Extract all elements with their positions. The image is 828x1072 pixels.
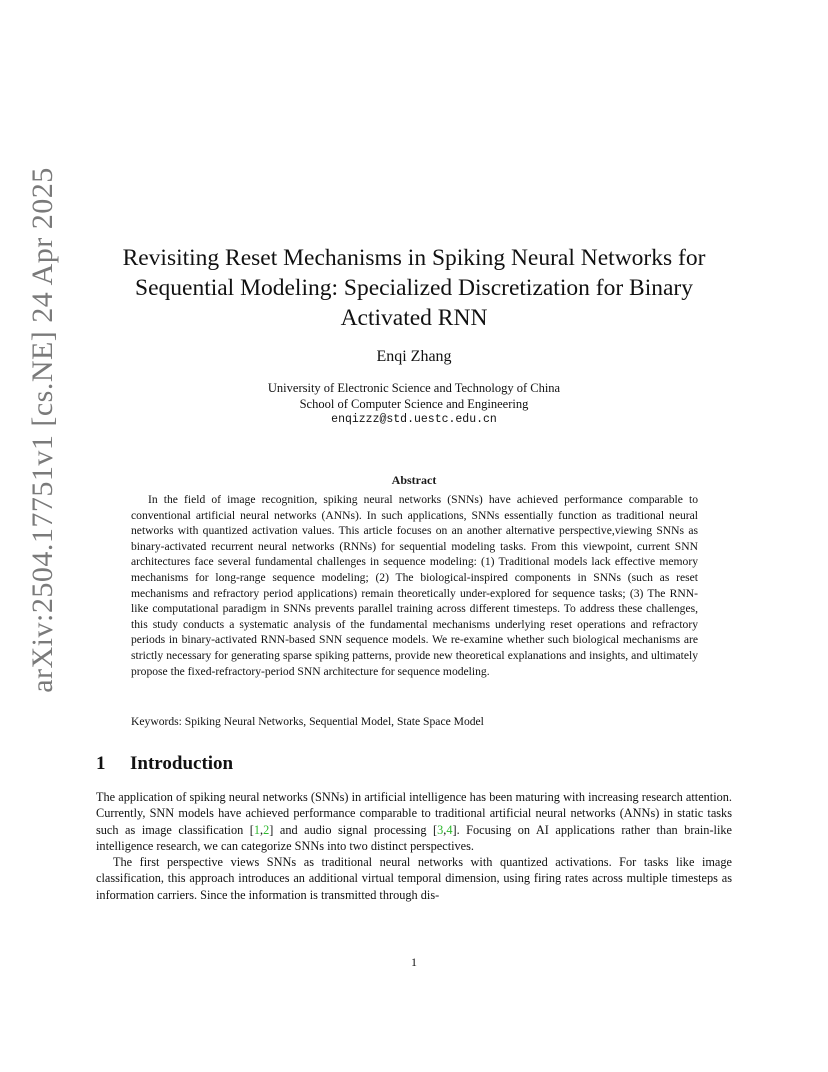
affiliation-block bbox=[0, 380, 828, 428]
title-line: Sequential Modeling: Specialized Discretization for Binary bbox=[135, 275, 693, 301]
title-line: Revisiting Reset Mechanisms in Spiking Neural Networks for bbox=[122, 245, 706, 271]
citation-link[interactable]: 1 bbox=[253, 822, 261, 837]
intro-paragraph bbox=[96, 789, 732, 854]
section-number: 1 bbox=[96, 753, 106, 774]
section-heading bbox=[96, 753, 233, 775]
intro-paragraph: The first perspective views SNNs as traditional neural networks with quantized activations. For tasks like image classification, this approach introduces an additional virtual temporal dimension, using firing rates across multiple timesteps as information carriers. Since the information is transmitted through dis- bbox=[96, 855, 732, 902]
abstract-heading: Abstract bbox=[391, 473, 437, 487]
abstract-text: In the field of image recognition, spiking neural networks (SNNs) have achieved performance comparable to conventional artificial neural networks (ANNs). In such applications, SNNs essentially function as traditional neural networks with quantized activation values. This article focuses on an another alternative perspective,viewing SNNs as binary-activated recurrent neural networks (RNNs) for sequential modeling tasks. From this viewpoint, current SNN architectures face several fundamental challenges in sequence modeling: (1) Traditional models lack effective memory mechanisms for long-range sequence modeling; (2) The biological-inspired components in SNNs (such as reset mechanisms and refractory period applications) remain theoretically under-explored for sequence tasks; (3) The RNN-like computational paradigm in SNNs prevents parallel training across different timesteps. To address these challenges, this study conducts a systematic analysis of the fundamental mechanisms underlying reset operations and refractory periods in binary-activated RNN-based SNN sequence models. We re-examine whether such biological mechanisms are strictly necessary for generating sparse spiking patterns, provide new theoretical explanations and insights, and ultimately propose the fixed-refractory-period SNN architecture for sequence modeling. bbox=[131, 493, 698, 678]
author-name: Enqi Zhang bbox=[376, 348, 452, 365]
citation-link[interactable]: 2 bbox=[263, 822, 270, 837]
intro-text: ] and audio signal processing [ bbox=[269, 822, 438, 837]
intro-text: , bbox=[443, 822, 447, 837]
intro-text: ]. Focusing on AI applications rather than brain-like intelligence research, we can categorize SNNs into two distinct perspectives. bbox=[96, 822, 732, 853]
citation-link[interactable]: 4 bbox=[446, 822, 453, 837]
intro-text: The application of spiking neural networks (SNNs) in artificial intelligence has been maturing with increasing research attention. Currently, SNN models have achieved performance comparable to traditional artificial neural networks (ANNs) in static tasks such as image classification [ bbox=[96, 790, 732, 837]
title-line: Activated RNN bbox=[340, 305, 488, 331]
keywords-line: Keywords: Spiking Neural Networks, Sequential Model, State Space Model bbox=[131, 715, 484, 728]
affiliation-university: University of Electronic Science and Technology of China bbox=[267, 381, 561, 395]
section-title: Introduction bbox=[130, 753, 234, 774]
intro-text: , bbox=[260, 822, 264, 837]
introduction-body bbox=[96, 789, 732, 903]
paper-title bbox=[110, 243, 718, 333]
affiliation-school: School of Computer Science and Engineering bbox=[299, 397, 529, 411]
citation-link[interactable]: 3 bbox=[437, 822, 444, 837]
author-email[interactable]: enqizzz@std.uestc.edu.cn bbox=[331, 413, 497, 426]
arxiv-identifier-stamp bbox=[18, 80, 68, 780]
arxiv-id-text: arXiv:2504.17751v1 [cs.NE] 24 Apr 2025 bbox=[26, 167, 59, 693]
page-number: 1 bbox=[411, 955, 417, 969]
